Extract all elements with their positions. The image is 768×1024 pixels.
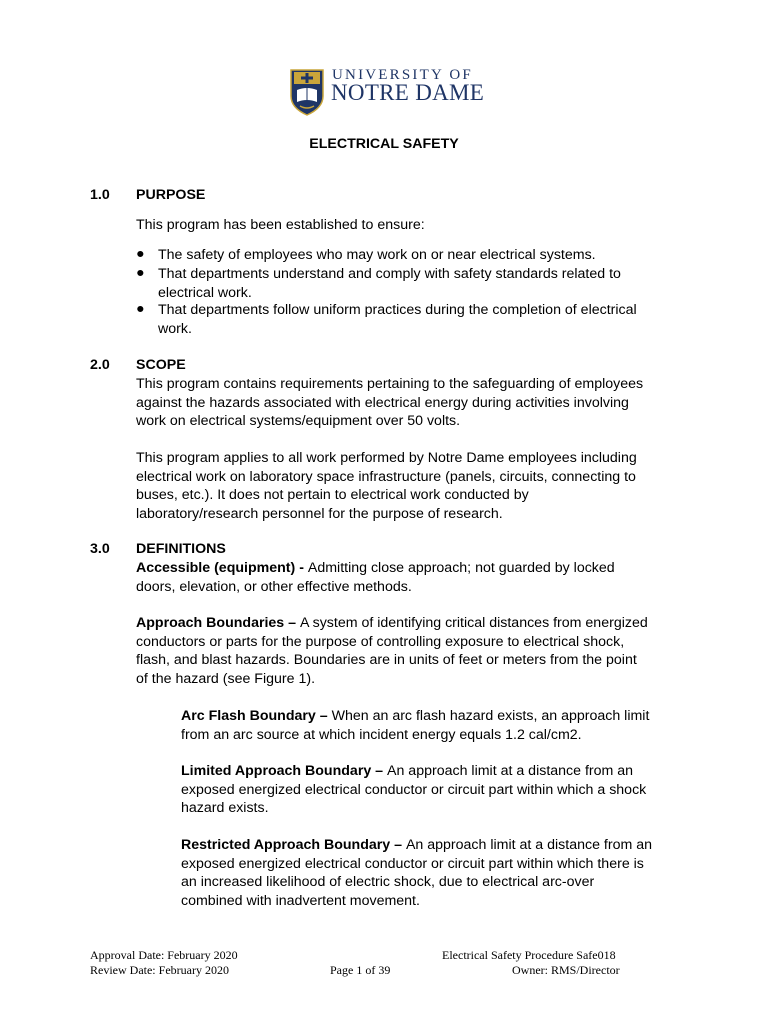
notre-dame-shield-icon bbox=[290, 68, 324, 116]
list-item-text: The safety of employees who may work on or near electrical systems. bbox=[158, 247, 596, 263]
logo-line-1: UNIVERSITY OF bbox=[332, 67, 473, 83]
definition-term: Arc Flash Boundary – bbox=[181, 708, 332, 724]
footer-review-date: Review Date: February 2020 bbox=[90, 963, 229, 977]
bullet-icon: ● bbox=[136, 301, 145, 317]
section-number: 1.0 bbox=[90, 187, 110, 203]
footer-approval-date: Approval Date: February 2020 bbox=[90, 948, 238, 962]
footer-page-number: Page 1 of 39 bbox=[330, 963, 391, 977]
definition: Accessible (equipment) - Admitting close approach; not guarded by locked doors, elevation, or other effective methods. bbox=[136, 560, 615, 595]
definition-term: Accessible (equipment) - bbox=[136, 560, 308, 576]
logo-line-2: NOTRE DAME bbox=[331, 80, 485, 105]
paragraph: This program applies to all work performed by Notre Dame employees including electrical work on laboratory space infrastructure (panels, circuits, connecting to buses, etc.). It does not pertain to electrical work conducted by laboratory/research personnel for the purpose of research. bbox=[136, 450, 637, 522]
definition-term: Restricted Approach Boundary – bbox=[181, 837, 406, 853]
definition-term: Limited Approach Boundary – bbox=[181, 763, 388, 779]
definition: Arc Flash Boundary – When an arc flash hazard exists, an approach limit from an arc source at which incident energy equals 1.2 cal/cm2. bbox=[181, 708, 650, 743]
bullet-icon: ● bbox=[136, 246, 145, 262]
definition: Approach Boundaries – A system of identifying critical distances from energized conductors or parts for the purpose of controlling exposure to electrical shock, flash, and blast hazards. Boundaries are in units of feet or meters from the point of the hazard (see Figure 1). bbox=[136, 615, 648, 687]
list-item-text: That departments follow uniform practices during the completion of electrical work. bbox=[158, 302, 637, 337]
section-number: 3.0 bbox=[90, 541, 110, 557]
footer-procedure: Electrical Safety Procedure Safe018 bbox=[442, 948, 616, 962]
definition: Restricted Approach Boundary – An approach limit at a distance from an exposed energized electrical conductor or circuit part within which there is an increased likelihood of electric shock, due to electrical arc-over combined with inadvertent movement. bbox=[181, 837, 652, 909]
section-intro: This program has been established to ensure: bbox=[136, 217, 425, 233]
section-heading: DEFINITIONS bbox=[136, 541, 226, 557]
footer-owner: Owner: RMS/Director bbox=[512, 963, 620, 977]
section-number: 2.0 bbox=[90, 357, 110, 373]
paragraph: This program contains requirements pertaining to the safeguarding of employees against the hazards associated with electrical energy during activities involving work on electrical systems/equipment over 50 volts. bbox=[136, 376, 644, 430]
section-heading: PURPOSE bbox=[136, 187, 206, 203]
list-item-text: That departments understand and comply with safety standards related to electrical work. bbox=[158, 266, 621, 301]
university-logo bbox=[290, 68, 490, 118]
document-title: ELECTRICAL SAFETY bbox=[309, 136, 459, 152]
definition-term: Approach Boundaries – bbox=[136, 615, 300, 631]
definition: Limited Approach Boundary – An approach limit at a distance from an exposed energized electrical conductor or circuit part within which a shock hazard exists. bbox=[181, 763, 647, 817]
bullet-icon: ● bbox=[136, 265, 145, 281]
section-heading: SCOPE bbox=[136, 357, 186, 373]
